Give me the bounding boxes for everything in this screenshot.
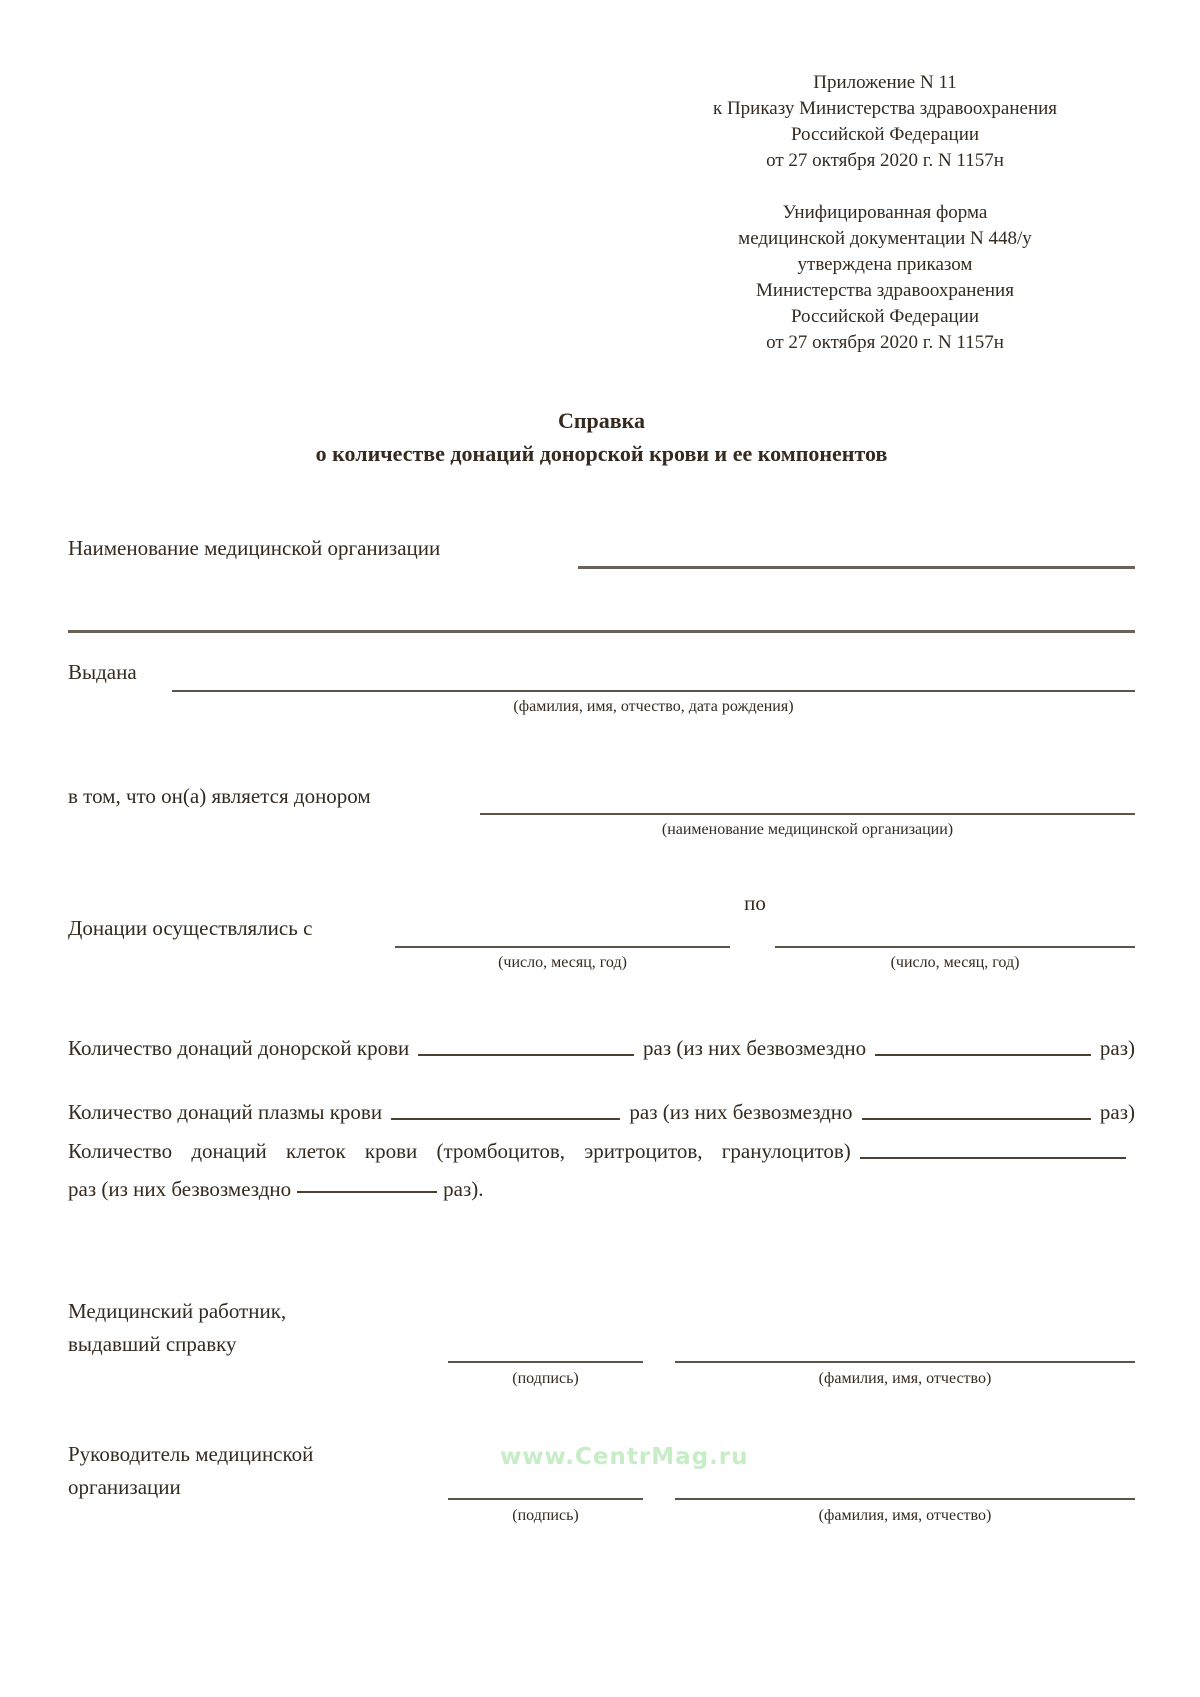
form-header-line: от 27 октября 2020 г. N 1157н: [766, 332, 1004, 353]
unified-form-header-block: [640, 200, 1130, 356]
donor-of-label: в том, что он(а) является донором: [68, 784, 371, 808]
appendix-header-block: [640, 70, 1130, 174]
plasma-count-row: [68, 1100, 1135, 1125]
period-to-field-line[interactable]: [775, 946, 1135, 948]
head-label-line-1: Руководитель медицинской: [68, 1442, 314, 1466]
worker-label: [68, 1295, 286, 1361]
title-line-2: о количестве донаций донорской крови и ее компонентов: [315, 441, 888, 466]
head-label: [68, 1438, 313, 1504]
form-header-line: Унифицированная форма: [782, 202, 988, 223]
form-header-line: Российской Федерации: [790, 306, 980, 327]
appendix-line: Приложение N 11: [813, 72, 957, 93]
document-title: [68, 404, 1135, 470]
period-to-caption: (число, месяц, год): [890, 954, 1020, 971]
worker-name-line[interactable]: [675, 1361, 1135, 1363]
blood-count-row: [68, 1036, 1135, 1061]
appendix-line: к Приказу Министерства здравоохранения: [712, 98, 1058, 119]
appendix-line: от 27 октября 2020 г. N 1157н: [766, 150, 1004, 171]
worker-signature-line[interactable]: [448, 1361, 643, 1363]
form-header-line: медицинской документации N 448/у: [738, 228, 1032, 249]
worker-label-line-2: выдавший справку: [68, 1332, 237, 1356]
cells-count-line2: [68, 1177, 483, 1202]
org-name-label: Наименование медицинской организации: [68, 536, 441, 560]
worker-sign-caption: (подпись): [512, 1370, 579, 1387]
issued-name-field-line[interactable]: [172, 690, 1135, 692]
blood-count-prefix: Количество донаций донорской крови: [68, 1036, 410, 1060]
watermark: www.CentrMag.ru: [500, 1444, 749, 1470]
org-name-field-line[interactable]: [578, 566, 1135, 569]
cells-count-line2-suffix: раз).: [443, 1177, 484, 1201]
title-line-1: Справка: [557, 408, 646, 433]
cells-free-count-field[interactable]: [297, 1191, 437, 1193]
period-to-word: по: [744, 891, 766, 915]
blood-count-suffix: раз): [1099, 1036, 1135, 1060]
form-header-line: утверждена приказом: [797, 254, 973, 275]
plasma-free-count-field[interactable]: [862, 1118, 1091, 1120]
issued-to-label: Выдана: [68, 660, 137, 684]
donor-org-field-line[interactable]: [480, 813, 1135, 815]
plasma-count-prefix: Количество донаций плазмы крови: [68, 1100, 383, 1124]
head-name-caption: (фамилия, имя, отчество): [818, 1507, 992, 1524]
plasma-count-field[interactable]: [391, 1118, 620, 1120]
head-sign-caption: (подпись): [512, 1507, 579, 1524]
org-name-field-line-2[interactable]: [68, 630, 1135, 633]
plasma-count-mid: раз (из них безвозмездно: [629, 1100, 853, 1124]
head-label-line-2: организации: [68, 1475, 181, 1499]
worker-label-line-1: Медицинский работник,: [68, 1299, 287, 1323]
cells-count-field[interactable]: [860, 1157, 1126, 1159]
period-label: Донации осуществлялись с: [68, 916, 313, 940]
cells-count-prefix: Количество донаций клеток крови (тромбоцитов, эритроцитов, гранулоцитов): [68, 1139, 851, 1163]
issued-name-caption: (фамилия, имя, отчество, дата рождения): [513, 698, 794, 715]
worker-name-caption: (фамилия, имя, отчество): [818, 1370, 992, 1387]
blood-count-field[interactable]: [418, 1054, 634, 1056]
head-signature-line[interactable]: [448, 1498, 643, 1500]
appendix-line: Российской Федерации: [790, 124, 980, 145]
plasma-count-suffix: раз): [1099, 1100, 1135, 1124]
period-from-field-line[interactable]: [395, 946, 730, 948]
cells-count-line2-prefix: раз (из них безвозмездно: [68, 1177, 292, 1201]
cells-count-row: [68, 1139, 1135, 1164]
blood-count-mid: раз (из них безвозмездно: [643, 1036, 867, 1060]
blood-free-count-field[interactable]: [875, 1054, 1091, 1056]
donor-org-caption: (наименование медицинской организации): [661, 821, 954, 838]
form-header-line: Министерства здравоохранения: [756, 280, 1014, 301]
head-name-line[interactable]: [675, 1498, 1135, 1500]
period-from-caption: (число, месяц, год): [498, 954, 627, 971]
